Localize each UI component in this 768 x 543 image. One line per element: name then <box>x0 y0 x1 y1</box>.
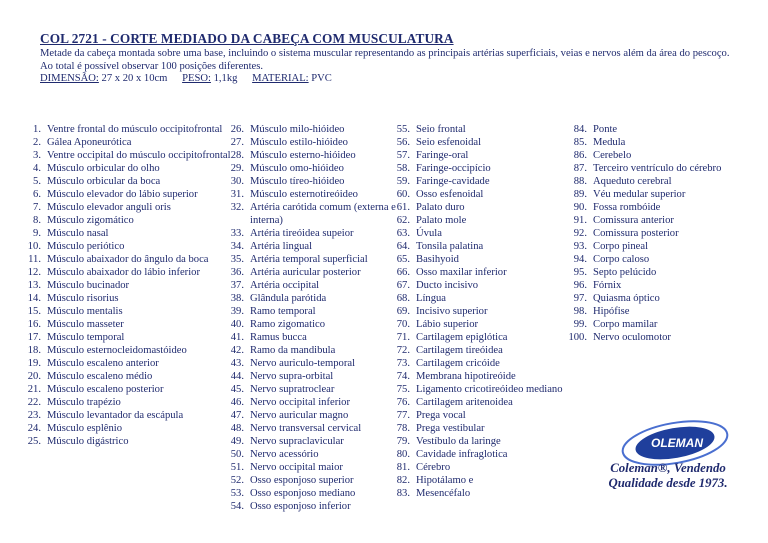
list-item <box>390 435 570 448</box>
list-item-number: 13. <box>27 280 41 291</box>
list-item <box>390 279 570 292</box>
list-item-number: 26. <box>230 124 244 135</box>
list-item-label: Aqueduto cerebral <box>593 176 672 187</box>
list-item-number: 15. <box>27 306 41 317</box>
list-item <box>390 318 570 331</box>
list-item-number: 21. <box>27 384 41 395</box>
list-item-number: 71. <box>396 332 410 343</box>
list-item-label: Músculo orbicular do olho <box>47 163 160 174</box>
list-item-number: 7. <box>33 202 41 213</box>
list-item-number: 39. <box>230 306 244 317</box>
list-item <box>390 331 570 344</box>
list-item-number: 27. <box>230 137 244 148</box>
list-item-label: Músculo mentalis <box>47 306 123 317</box>
list-item <box>390 357 570 370</box>
list-item <box>567 266 757 279</box>
list-item-number: 75. <box>396 384 410 395</box>
dimension-value: 27 x 20 x 10cm <box>101 73 168 84</box>
list-item <box>390 240 570 253</box>
list-item <box>567 318 757 331</box>
list-item-number: 19. <box>27 358 41 369</box>
list-item-label: Músculo esterno-hióideo <box>250 150 356 161</box>
list-item-label: Músculo risorius <box>47 293 119 304</box>
list-item <box>390 409 570 422</box>
list-item-label: Ligamento cricotireóideo mediano <box>416 384 563 395</box>
list-item-number: 2. <box>33 137 41 148</box>
list-item-label: Músculo levantador da escápula <box>47 410 184 421</box>
list-item-number: 63. <box>396 228 410 239</box>
list-item-label: Glândula parótida <box>250 293 327 304</box>
list-item-label: Músculo orbicular da boca <box>47 176 161 187</box>
list-item-number: 94. <box>573 254 587 265</box>
list-item-label: Músculo zigomático <box>47 215 134 226</box>
list-item-label: Músculo esternotireóideo <box>250 189 358 200</box>
weight-label: PESO: <box>182 73 211 84</box>
list-item-label: Véu medular superior <box>593 189 686 200</box>
list-item-number: 65. <box>396 254 410 265</box>
list-item-number: 67. <box>396 280 410 291</box>
list-item-number: 91. <box>573 215 587 226</box>
list-item <box>390 448 570 461</box>
list-item-number: 97. <box>573 293 587 304</box>
slogan-line-2: Qualidade desde 1973. <box>608 476 728 490</box>
list-item-label: Músculo omo-hióideo <box>250 163 344 174</box>
list-item-number: 90. <box>573 202 587 213</box>
list-item <box>390 487 570 500</box>
page-title: COL 2721 - CORTE MEDIADO DA CABEÇA COM MUSCULATURA <box>40 31 454 46</box>
list-item-number: 31. <box>230 189 244 200</box>
list-item <box>567 305 757 318</box>
list-item-number: 99. <box>573 319 587 330</box>
list-item <box>567 188 757 201</box>
list-item-label: Prega vocal <box>416 410 466 421</box>
list-item-number: 30. <box>230 176 244 187</box>
product-description: Metade da cabeça montada sobre uma base, incluindo o sistema muscular representando as principais artérias superficiais, veias e nervos além da área do pescoço. Ao total é possível observar 100 posições diferentes. <box>40 48 730 72</box>
list-item-label: Hipófise <box>593 306 630 317</box>
list-item-number: 38. <box>230 293 244 304</box>
list-item-label: Cavidade infraglotica <box>416 449 508 460</box>
list-item-label: Faringe-cavidade <box>416 176 490 187</box>
list-item <box>390 461 570 474</box>
material-value: PVC <box>311 73 332 84</box>
list-item-number: 64. <box>396 241 410 252</box>
list-item <box>567 292 757 305</box>
list-item-label: Músculo abaixador do ângulo da boca <box>47 254 209 265</box>
list-item-number: 29. <box>230 163 244 174</box>
list-item-number: 16. <box>27 319 41 330</box>
list-item-label: Artéria lingual <box>250 241 313 252</box>
list-item-number: 36. <box>230 267 244 278</box>
list-item-label: Osso esponjoso superior <box>250 475 354 486</box>
list-item <box>21 370 241 383</box>
list-item-label: Músculo masseter <box>47 319 124 330</box>
list-item-number: 47. <box>230 410 244 421</box>
list-item-label: Ramo da mandibula <box>250 345 336 356</box>
list-item-number: 9. <box>33 228 41 239</box>
list-item-label: Osso esponjoso inferior <box>250 501 351 512</box>
list-item-number: 69. <box>396 306 410 317</box>
list-item-number: 76. <box>396 397 410 408</box>
list-item-label: Artéria tireóidea supeior <box>250 228 354 239</box>
list-item-number: 4. <box>33 163 41 174</box>
list-item-number: 66. <box>396 267 410 278</box>
list-item <box>21 175 241 188</box>
list-item <box>390 396 570 409</box>
list-item-number: 58. <box>396 163 410 174</box>
list-item-number: 61. <box>396 202 410 213</box>
coleman-logo-emblem <box>620 418 730 466</box>
list-item-number: 84. <box>573 124 587 135</box>
list-item-label: Músculo temporal <box>47 332 125 343</box>
list-item-label: Basihyoid <box>416 254 459 265</box>
list-item-label: Faringe-occipício <box>416 163 491 174</box>
list-item <box>390 474 570 487</box>
list-item <box>390 344 570 357</box>
list-item-number: 11. <box>28 254 41 265</box>
list-item-label: Comissura posterior <box>593 228 679 239</box>
list-item-label: Prega vestibular <box>416 423 485 434</box>
list-item-number: 10. <box>27 241 41 252</box>
list-item <box>390 162 570 175</box>
list-item-label: Músculo esternocleidomastóideo <box>47 345 187 356</box>
list-item-label: Músculo periótico <box>47 241 125 252</box>
list-item-label: Nervo transversal cervical <box>250 423 362 434</box>
list-item-number: 81. <box>396 462 410 473</box>
list-item-number: 86. <box>573 150 587 161</box>
list-item-label: Artéria temporal superficial <box>250 254 368 265</box>
list-item-label: Músculo escaleno anterior <box>47 358 159 369</box>
list-item-number: 18. <box>27 345 41 356</box>
list-item-label: Gálea Aponeurótica <box>47 137 132 148</box>
list-item-number: 41. <box>230 332 244 343</box>
list-item-number: 60. <box>396 189 410 200</box>
list-item-label: Ramus bucca <box>250 332 307 343</box>
logo-text: OLEMAN <box>651 436 703 450</box>
list-item-label: Músculo milo-hióideo <box>250 124 345 135</box>
list-item-label: Lábio superior <box>416 319 479 330</box>
list-item <box>567 136 757 149</box>
material-label: MATERIAL: <box>252 73 309 84</box>
list-item-label: Músculo escaleno médio <box>47 371 153 382</box>
list-item-label: Músculo trapézio <box>47 397 121 408</box>
list-item-label: Osso esponjoso mediano <box>250 488 356 499</box>
list-item-label: Fórnix <box>593 280 622 291</box>
list-item-label: Músculo abaixador do lábio inferior <box>47 267 200 278</box>
list-item-number: 80. <box>396 449 410 460</box>
list-item-label: Músculo elevador anguli oris <box>47 202 171 213</box>
list-item <box>567 175 757 188</box>
list-item-label: Cartilagem tireóidea <box>416 345 503 356</box>
list-item-number: 82. <box>396 475 410 486</box>
list-item-number: 24. <box>27 423 41 434</box>
list-item-label: Língua <box>416 293 447 304</box>
parts-list-column-1 <box>21 123 241 448</box>
list-item-label: Seio esfenoidal <box>416 137 482 148</box>
list-item <box>390 175 570 188</box>
list-item-label: Músculo elevador do lábio superior <box>47 189 198 200</box>
list-item <box>21 201 241 214</box>
list-item-number: 56. <box>396 137 410 148</box>
list-item-label: Corpo pineal <box>593 241 649 252</box>
list-item-label: Ramo temporal <box>250 306 316 317</box>
list-item-label: Artéria auricular posterior <box>250 267 361 278</box>
list-item-label: Mesencéfalo <box>416 488 471 499</box>
list-item-number: 46. <box>230 397 244 408</box>
list-item-label: Ventre frontal do músculo occipitofrontal <box>47 124 223 135</box>
list-item-label: Cerebelo <box>593 150 632 161</box>
list-item-label: Vestíbulo da laringe <box>416 436 501 447</box>
list-item-number: 72. <box>396 345 410 356</box>
list-item-number: 96. <box>573 280 587 291</box>
list-item-number: 62. <box>396 215 410 226</box>
list-item-number: 5. <box>33 176 41 187</box>
list-item-label: Nervo auriculo-temporal <box>250 358 356 369</box>
list-item-label: Músculo escaleno posterior <box>47 384 164 395</box>
list-item-label: Nervo supra-orbital <box>250 371 334 382</box>
list-item <box>390 292 570 305</box>
list-item-number: 49. <box>230 436 244 447</box>
list-item-label: Artéria occipital <box>250 280 320 291</box>
list-item-number: 50. <box>230 449 244 460</box>
list-item-label: Medula <box>593 137 626 148</box>
list-item <box>390 253 570 266</box>
list-item-number: 35. <box>230 254 244 265</box>
list-item-number: 48. <box>230 423 244 434</box>
list-item-number: 52. <box>230 475 244 486</box>
list-item <box>21 123 241 136</box>
list-item-label: Ventre occipital do músculo occipitofrontal <box>47 150 231 161</box>
list-item-label: Artéria carótida comum (externa e interna) <box>250 202 396 226</box>
list-item-label: Nervo acessório <box>250 449 319 460</box>
list-item-label: Nervo auricular magno <box>250 410 349 421</box>
list-item-number: 8. <box>33 215 41 226</box>
list-item-number: 17. <box>27 332 41 343</box>
list-item-label: Faringe-oral <box>416 150 469 161</box>
list-item <box>390 370 570 383</box>
list-item-label: Nervo occipital maior <box>250 462 343 473</box>
list-item-number: 85. <box>573 137 587 148</box>
list-item-label: Cartilagem aritenoidea <box>416 397 513 408</box>
list-item-label: Hipotálamo e <box>416 475 474 486</box>
list-item-label: Ramo zigomatico <box>250 319 326 330</box>
list-item <box>390 227 570 240</box>
list-item <box>390 123 570 136</box>
list-item-number: 20. <box>27 371 41 382</box>
list-item-label: Nervo supratroclear <box>250 384 335 395</box>
list-item-label: Cartilagem epiglótica <box>416 332 508 343</box>
list-item-label: Ponte <box>593 124 618 135</box>
list-item-label: Músculo tíreo-hióideo <box>250 176 345 187</box>
list-item <box>21 149 241 162</box>
list-item-number: 77. <box>396 410 410 421</box>
list-item-label: Septo pelúcido <box>593 267 657 278</box>
list-item-label: Nervo supraclavicular <box>250 436 344 447</box>
list-item-label: Cartilagem cricóide <box>416 358 500 369</box>
list-item-label: Quiasma óptico <box>593 293 660 304</box>
list-item-number: 43. <box>230 358 244 369</box>
list-item-label: Terceiro ventrículo do cérebro <box>593 163 722 174</box>
list-item-number: 40. <box>230 319 244 330</box>
list-item-number: 44. <box>230 371 244 382</box>
list-item-number: 78. <box>396 423 410 434</box>
list-item <box>21 409 241 422</box>
list-item <box>390 188 570 201</box>
list-item <box>567 123 757 136</box>
weight-value: 1,1kg <box>213 73 238 84</box>
list-item-number: 51. <box>230 462 244 473</box>
list-item-number: 45. <box>230 384 244 395</box>
list-item-label: Músculo nasal <box>47 228 109 239</box>
list-item <box>21 240 241 253</box>
list-item-number: 87. <box>573 163 587 174</box>
list-item <box>390 383 570 396</box>
list-item <box>21 188 241 201</box>
list-item <box>21 396 241 409</box>
list-item-number: 79. <box>396 436 410 447</box>
list-item-number: 34. <box>230 241 244 252</box>
list-item <box>21 357 241 370</box>
list-item-number: 89. <box>573 189 587 200</box>
slogan <box>588 461 748 491</box>
list-item-label: Úvula <box>416 228 442 239</box>
list-item <box>567 227 757 240</box>
list-item <box>390 305 570 318</box>
list-item-number: 59. <box>396 176 410 187</box>
list-item <box>21 214 241 227</box>
list-item-number: 53. <box>230 488 244 499</box>
list-item <box>21 318 241 331</box>
list-item <box>567 201 757 214</box>
list-item <box>21 136 241 149</box>
product-specs <box>40 72 332 85</box>
list-item <box>567 253 757 266</box>
list-item-number: 32. <box>230 202 244 213</box>
list-item <box>21 266 241 279</box>
list-item <box>21 292 241 305</box>
list-item-number: 54. <box>230 501 244 512</box>
list-item-label: Osso esfenoidal <box>416 189 484 200</box>
list-item <box>567 214 757 227</box>
list-item <box>21 422 241 435</box>
list-item <box>21 227 241 240</box>
list-item-number: 95. <box>573 267 587 278</box>
list-item-number: 23. <box>27 410 41 421</box>
list-item-number: 42. <box>230 345 244 356</box>
dimension-label: DIMENSÃO: <box>40 73 99 84</box>
list-item-label: Cérebro <box>416 462 451 473</box>
list-item-number: 37. <box>230 280 244 291</box>
list-item <box>21 435 241 448</box>
list-item <box>390 136 570 149</box>
list-item <box>390 149 570 162</box>
list-item <box>21 305 241 318</box>
list-item-number: 70. <box>396 319 410 330</box>
list-item <box>567 149 757 162</box>
list-item <box>390 266 570 279</box>
list-item-label: Comissura anterior <box>593 215 674 226</box>
list-item <box>21 331 241 344</box>
list-item <box>21 383 241 396</box>
list-item <box>21 162 241 175</box>
list-item-number: 83. <box>396 488 410 499</box>
list-item <box>567 240 757 253</box>
list-item-label: Músculo digástrico <box>47 436 129 447</box>
list-item-number: 25. <box>27 436 41 447</box>
parts-list-column-3 <box>390 123 570 500</box>
list-item-number: 28. <box>230 150 244 161</box>
list-item-label: Músculo esplênio <box>47 423 123 434</box>
list-item <box>390 201 570 214</box>
list-item <box>224 500 424 513</box>
list-item-label: Ducto incisivo <box>416 280 479 291</box>
list-item-number: 88. <box>573 176 587 187</box>
list-item-label: Músculo bucinador <box>47 280 130 291</box>
list-item <box>390 214 570 227</box>
list-item-label: Músculo estilo-hióideo <box>250 137 348 148</box>
list-item-label: Osso maxilar inferior <box>416 267 507 278</box>
slogan-line-1: Coleman®, Vendendo <box>610 461 726 475</box>
list-item-number: 74. <box>396 371 410 382</box>
list-item <box>21 344 241 357</box>
list-item <box>567 162 757 175</box>
list-item-number: 14. <box>27 293 41 304</box>
list-item-label: Corpo caloso <box>593 254 650 265</box>
list-item-number: 92. <box>573 228 587 239</box>
list-item-number: 33. <box>230 228 244 239</box>
list-item-label: Nervo occipital inferior <box>250 397 351 408</box>
list-item <box>567 331 757 344</box>
list-item-label: Nervo oculomotor <box>593 332 671 343</box>
list-item-label: Corpo mamilar <box>593 319 658 330</box>
list-item-label: Membrana hipotireóide <box>416 371 516 382</box>
list-item-label: Palato duro <box>416 202 465 213</box>
list-item <box>21 253 241 266</box>
list-item-label: Palato mole <box>416 215 467 226</box>
list-item <box>21 279 241 292</box>
list-item-label: Fossa rombóide <box>593 202 661 213</box>
list-item-number: 1. <box>33 124 41 135</box>
list-item-label: Tonsila palatina <box>416 241 484 252</box>
list-item-number: 93. <box>573 241 587 252</box>
list-item <box>567 279 757 292</box>
list-item-number: 68. <box>396 293 410 304</box>
list-item-label: Seio frontal <box>416 124 466 135</box>
list-item-number: 100. <box>568 332 587 343</box>
list-item-number: 98. <box>573 306 587 317</box>
parts-list-column-4 <box>567 123 757 344</box>
list-item-number: 3. <box>33 150 41 161</box>
list-item-number: 73. <box>396 358 410 369</box>
list-item-number: 22. <box>27 397 41 408</box>
list-item-number: 12. <box>27 267 41 278</box>
list-item-number: 55. <box>396 124 410 135</box>
list-item-label: Incisivo superior <box>416 306 488 317</box>
list-item-number: 6. <box>33 189 41 200</box>
list-item <box>390 422 570 435</box>
list-item-number: 57. <box>396 150 410 161</box>
